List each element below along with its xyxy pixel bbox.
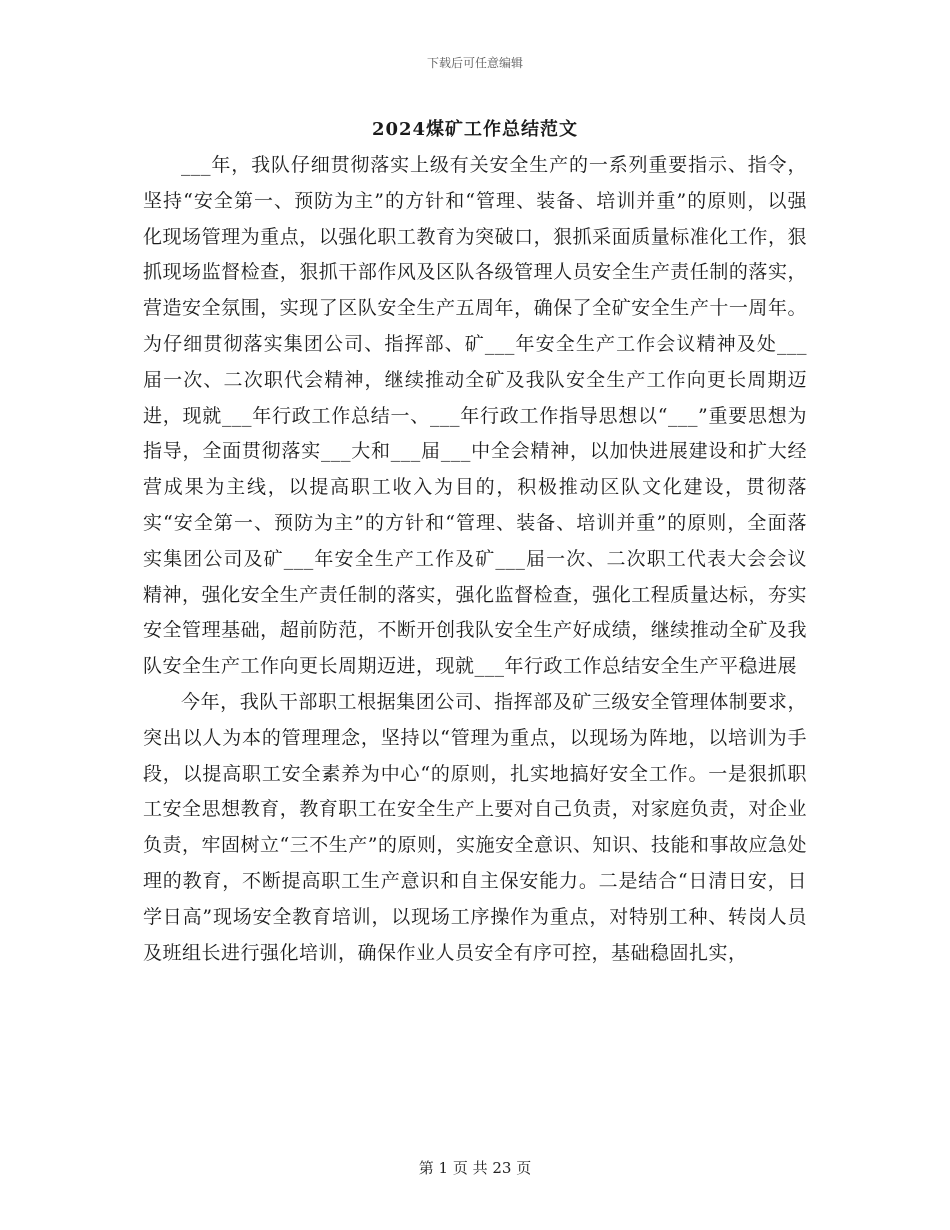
paragraph-1: ___年，我队仔细贯彻落实上级有关安全生产的一系列重要指示、指令，坚持“安全第一、预防为主”的方针和“管理、装备、培训并重”的原则，以强化现场管理为重点，以强化职工教育为突破口，狠抓采面质量标准化工作，狠抓现场监督检查，狠抓干部作风及区队各级管理人员安全生产责任制的落实，营造安全氛围，实现了区队安全生产五周年，确保了全矿安全生产十一周年。为仔细贯彻落实集团公司、指挥部、矿___年安全生产工作会议精神及处___届一次、二次职代会精神，继续推动全矿及我队安全生产工作向更长周期迈进，现就___年行政工作总结一、___年行政工作指导思想以“___”重要思想为指导，全面贯彻落实___大和___届___中全会精神，以加快进展建设和扩大经营成果为主线，以提高职工收入为目的，积极推动区队文化建设，贯彻落实“安全第一、预防为主”的方针和“管理、装备、培训并重”的原则，全面落实集团公司及矿___年安全生产工作及矿___届一次、二次职工代表大会会议精神，强化安全生产责任制的落实，强化监督检查，强化工程质量达标，夯实安全管理基础，超前防范，不断开创我队安全生产好成绩，继续推动全矿及我队安全生产工作向更长周期迈进，现就___年行政工作总结安全生产平稳进展 [143,154,807,678]
document-title: 2024煤矿工作总结范文 [371,119,579,140]
page-header-note: 下载后可任意编辑 [426,56,523,70]
paragraph-2: 今年，我队干部职工根据集团公司、指挥部及矿三级安全管理体制要求，突出以人为本的管理理念，坚持以“管理为重点，以现场为阵地，以培训为手段，以提高职工安全素养为中心“的原则，扎实地搞好安全工作。一是狠抓职工安全思想教育，教育职工在安全生产上要对自己负责，对家庭负责，对企业负责，牢固树立“三不生产”的原则，实施安全意识、知识、技能和事故应急处理的教育，不断提高职工生产意识和自主保安能力。二是结合“日清日安，日学日高”现场安全教育培训，以现场工序操作为重点，对特别工种、转岗人员及班组长进行强化培训，确保作业人员安全有序可控，基础稳固扎实， [143,690,807,964]
document-body [143,148,807,971]
page-footer-page-number: 第 1 页 共 23 页 [418,1159,532,1177]
